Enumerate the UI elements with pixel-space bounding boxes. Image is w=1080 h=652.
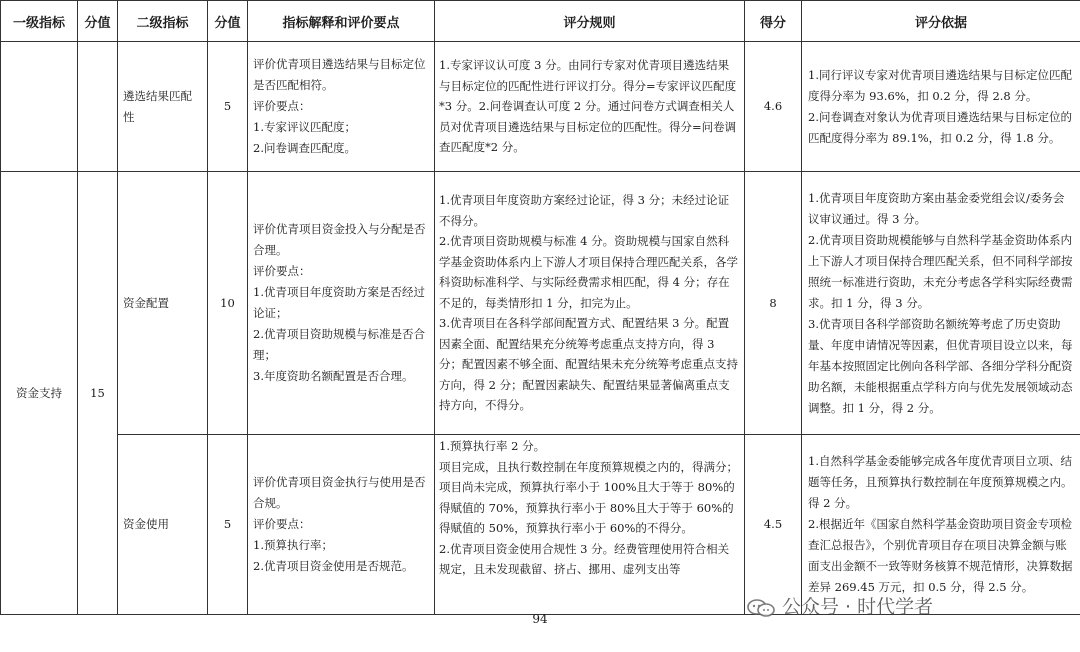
l1-empty-cell [1, 42, 78, 172]
explanation-cell [248, 42, 435, 172]
page-number: 94 [532, 612, 548, 626]
watermark-text: 公众号 · 时代学者 [782, 596, 934, 618]
header-basis: 评分依据 [802, 1, 1080, 42]
score-value: 4.6 [745, 42, 802, 172]
rule-line: 2.优青项目资助规模与标准 4 分。资助规模与国家自然科学基金资助体系内上下游人才项目保持合理匹配关系，各学科资助标准科学、与实际经费需求相匹配，得 4 分；存在不足的，每类情形扣 1 分，扣完为止。 [439, 234, 738, 310]
explanation-cell [248, 435, 435, 615]
scoring-rules: 1.专家评议认可度 3 分。由同行专家对优青项目遴选结果与目标定位的匹配性进行评议打分。得分=专家评议匹配度*3 分。2.问卷调查认可度 2 分。通过问卷方式调查相关人员对优青项目遴选结果与目标定位的匹配性。得分=问卷调查匹配度*2 分。 [435, 42, 745, 172]
basis-cell [802, 435, 1080, 615]
rule-line: 1.优青项目年度资助方案经过论证，得 3 分；未经过论证不得分。 [439, 193, 730, 228]
explanation-line: 评价优青项目资金执行与使用是否合规。 [253, 475, 426, 510]
explanation-line: 2.优青项目资助规模与标准是否合理； [253, 327, 425, 362]
rule-line: 1.预算执行率 2 分。 [439, 439, 546, 453]
basis-line: 1.同行评议专家对优青项目遴选结果与目标定位匹配度得分率为 93.6%，扣 0.2 分，得 2.8 分。 [808, 67, 1072, 103]
basis-line: 2.根据近年《国家自然科学基金资助项目资金专项检查汇总报告》，个别优青项目存在项目决算金额与账面支出金额不一致等财务核算不规范情形，决算数据差异 269.45 万元，扣 0.5 分，得 2.5 分。 [808, 517, 1073, 594]
basis-line: 1.优青项目年度资助方案由基金委党组会议/委务会议审议通过。得 3 分。 [808, 190, 1065, 226]
l2-indicator: 资金配置 [118, 172, 208, 435]
header-row [1, 1, 1080, 42]
rule-line: 3.优青项目在各科学部间配置方式、配置结果 3 分。配置因素全面、配置结果充分统筹考虑重点支持方向，得 3 分；配置因素不够全面、配置结果未充分统筹考虑重点支持方向，得 2 分；配置因素缺失、配置结果显著偏离重点支持方向，不得分。 [439, 316, 738, 413]
explanation-line: 评价优青项目遴选结果与目标定位是否匹配相符。 [253, 57, 426, 92]
explanation-line: 2.优青项目资金使用是否规范。 [253, 559, 414, 573]
header-scoring-rules: 评分规则 [435, 1, 745, 42]
table-row [1, 172, 1080, 435]
explanation-line: 1.优青项目年度资助方案是否经过论证； [253, 285, 425, 320]
explanation-line: 评价要点： [253, 517, 311, 531]
explanation-line: 3.年度资助名额配置是否合理。 [253, 369, 414, 383]
l2-indicator: 资金使用 [118, 435, 208, 615]
basis-line: 1.自然科学基金委能够完成各年度优青项目立项、结题等任务，且预算执行数控制在年度预算规模之内。得 2 分。 [808, 454, 1073, 510]
explanation-line: 评价要点： [253, 99, 311, 113]
header-l1-indicator: 一级指标 [1, 1, 78, 42]
l2-score: 5 [208, 435, 248, 615]
header-l2-score: 分值 [208, 1, 248, 42]
basis-cell [802, 42, 1080, 172]
explanation-line: 1.专家评议匹配度； [253, 120, 356, 134]
score-value: 4.5 [745, 435, 802, 615]
table-row [1, 42, 1080, 172]
explanation-line: 2.问卷调查匹配度。 [253, 141, 356, 155]
score-value: 8 [745, 172, 802, 435]
scoring-rules [435, 172, 745, 435]
basis-line: 3.优青项目各科学部资助名额统筹考虑了历史资助量、年度申请情况等因素，但优青项目设立以来，每年基本按照固定比例向各科学部、各细分学科分配资助名额，未能根据重点学科方向与优先发展领域动态调整。扣 1 分，得 2 分。 [808, 316, 1073, 415]
rule-line: 2.优青项目资金使用合规性 3 分。经费管理使用符合相关规定，且未发现截留、挤占、挪用、虚列支出等 [439, 541, 730, 576]
header-l1-score: 分值 [78, 1, 118, 42]
basis-line: 2.优青项目资助规模能够与自然科学基金资助体系内上下游人才项目保持合理匹配关系，但不同科学部按照统一标准进行资助，未充分考虑各学科实际经费需求。扣 1 分，得 3 分。 [808, 232, 1073, 310]
explanation-line: 评价要点： [253, 264, 311, 278]
explanation-line: 评价优青项目资金投入与分配是否合理。 [253, 222, 426, 257]
explanation-line: 1.预算执行率； [253, 538, 333, 552]
header-score: 得分 [745, 1, 802, 42]
l1-score: 15 [78, 172, 118, 615]
scoring-rules [435, 435, 745, 615]
basis-line: 2.问卷调查对象认为优青项目遴选结果与目标定位的匹配度得分率为 89.1%，扣 0.2 分，得 1.8 分。 [808, 109, 1072, 145]
rule-line: 项目完成，且执行数控制在年度预算规模之内的，得满分；项目尚未完成，预算执行率小于 100%且大于等于 80%的得赋值的 70%，预算执行率小于 80%且大于等于 60%的得赋值的 50%，预算执行率小于 60%的不得分。 [439, 459, 738, 535]
l1-indicator: 资金支持 [1, 172, 78, 615]
l1-score-empty-cell [78, 42, 118, 172]
l2-score: 10 [208, 172, 248, 435]
l2-indicator: 遴选结果匹配性 [118, 42, 208, 172]
basis-cell [802, 172, 1080, 435]
explanation-cell [248, 172, 435, 435]
table-row [1, 435, 1080, 615]
header-explanation: 指标解释和评价要点 [248, 1, 435, 42]
header-l2-indicator: 二级指标 [118, 1, 208, 42]
l2-score: 5 [208, 42, 248, 172]
